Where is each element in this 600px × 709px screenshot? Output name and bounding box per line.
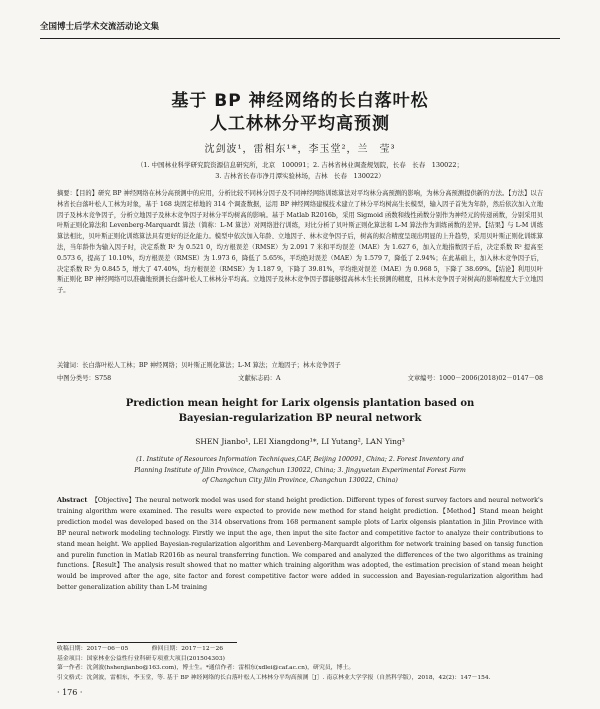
english-title-line-1: Prediction mean height for Larix olgensis plantation based on: [125, 398, 475, 409]
footnote-author: 第一作者：沈剑波(hshenjianbo@163.com)，博士生。*通信作者：雷相东(xdlei@caf.ac.cn)，研究员，博士。: [57, 665, 355, 672]
chinese-abstract-text: 摘要：【目的】研究 BP 神经网络在林分高预测中的应用，分析比较不同林分因子及不同神经网络训练算法对平均林分高预测的影响，为林分高预测提供新的方法。【方法】以吉林省长白落叶松人工林为对象，基于 168 块固定样地的 314 个调查数据，运用 BP 神经网络建模技术建立了林分平均树高生长模型，输入因子首先为年龄，然后依次加入立地因子及林木竞争因子，分析立地因子及林木竞争因子对林分平均树高的影响。基于 Matlab R2016b，采用 Sigmoid 函数和线性函数分别作为神经元的传递函数，分别采用贝叶斯正则化算法和 Levenberg-Marquardt 算法（简称：L-M 算法）对网络进行训练，对比分析了贝叶斯正则化算法和 L-M 算法作为训练函数的差异。【结果】与 L-M 训练算法相比，贝叶斯正则化训练算法具有更好的泛化能力。模型中依次加入年龄、立地因子、林木竞争因子后，树高的拟合精度呈现出明显的上升趋势，采用贝叶斯正则化训练算法，当年龄作为输入因子时，决定系数 R² 为 0.521 0，均方根误差（RMSE）为 2.091 7 米和平均误差（MAE）为 1.627 6，加入立地指数因子后，决定系数 R² 提高至 0.573 6，提高了 10.10%，均方根误差（RMSE）为 1.973 6，降低了 5.65%，平均绝对误差（MAE）为 1.579 7，降低了 2.94%；在此基础上，加入林木竞争因子后，决定系数 R² 为 0.845 5，增大了 47.40%，均方根误差（RMSE）为 1.187 9，下降了 39.81%，平均绝对误差（MAE）为 0.968 5，下降了 38.69%。【结论】利用贝叶斯正则化 BP 神经网络可以准确地预测长白落叶松人工林林分平均高。立地因子及林木竞争因子都能够提高林木生长预测的精度，且林木竞争因子对树高的影响程度大于立地因子。: [57, 190, 543, 295]
running-header: 全国博士后学术交流活动论文集: [40, 22, 160, 32]
chinese-keywords: 关键词：长白落叶松人工林；BP 神经网络；贝叶斯正则化算法；L-M 算法；立地因子；林木竞争因子: [57, 362, 341, 369]
document-code: 文献标志码：A: [238, 375, 281, 382]
english-affiliation-line-1: (1. Institute of Resources Information Techniques,CAF, Beijing 100091, China; 2. Forest Inventory and: [136, 456, 464, 463]
clc-number: 中图分类号：S758: [57, 375, 112, 382]
page-number: · 176 ·: [57, 688, 83, 697]
english-abstract: [57, 495, 543, 593]
footnote-rule: [57, 642, 237, 643]
chinese-affiliation-line-2: 3. 吉林省长春市净月潭实验林场，吉林 长春 130022）: [215, 172, 385, 180]
english-authors: SHEN Jianbo¹, LEI Xiangdong¹*, LI Yutang², LAN Ying³: [195, 437, 405, 446]
footnote-citation: 引文格式：沈剑波，雷相东，李玉堂，等. 基于 BP 神经网络的长白落叶松人工林林分平均高预测［J］. 南京林业大学学报（自然科学版），2018，42(2)：147－154.: [57, 674, 491, 681]
chinese-affiliation-line-1: （1. 中国林业科学研究院资源信息研究所，北京 100091；2. 吉林省林业调查规划院，长春 长春 130022；: [136, 161, 464, 169]
english-abstract-text: 【Objective】The neural network model was used for stand height prediction. Different types of forest survey factors and neural network's training algorithm were examined. The results were expected to provide new method for stand height prediction.【Method】Stand mean height prediction model was developed based on the 314 observations from 168 permanent sample plots of Larix olgensis plantation in Jilin Province with BP neural network modeling technology. Firstly we input the age, then input the site factor and competitive factor to analyze their contributions to stand mean height. We applied Bayesian-regularization algorithm and Levenberg-Marquardt algorithm for network training based on tansig function and purelin function in Matlab R2016b as neural transferring function. We compared and analyzed the differences of the two algorithms as training functions.【Result】The analysis result showed that no matter which training algorithm was adopted, the estimation precision of stand mean height would be improved after the age, site factor and forest competitive factor were added in succession and Bayesian-regularization algorithm had better generalization ability than L-M training: [57, 496, 543, 592]
footnote-funding: 基金项目：国家林业公益性行业科研专项重大项目(201504303): [57, 655, 225, 662]
chinese-title-line-2: 人工林林分平均高预测: [210, 114, 390, 134]
english-abstract-label: Abstract: [57, 496, 88, 504]
chinese-abstract: [57, 189, 543, 297]
chinese-authors: 沈剑波¹，雷相东¹*，李玉堂²，兰 莹³: [204, 144, 396, 155]
header-rule: [40, 38, 560, 39]
article-number: 文章编号：1000－2006(2018)02－0147－08: [407, 375, 543, 382]
english-affiliation-line-2: Planning Institute of Jilin Province, Changchun 130022, China; 3. Jingyuetan Experimental Forest Farm: [134, 466, 466, 474]
classification-line: [57, 373, 543, 382]
footnotes: [57, 645, 543, 683]
chinese-title-line-1: 基于 BP 神经网络的长白落叶松: [171, 91, 429, 111]
english-affiliation-line-3: of Changchun City Jilin Province, Changchun 130022, China): [202, 477, 398, 484]
footnote-received: 收稿日期：2017－06－05 修回日期：2017－12－26: [57, 646, 223, 652]
english-title-line-2: Bayesian-regularization BP neural network: [178, 413, 422, 424]
